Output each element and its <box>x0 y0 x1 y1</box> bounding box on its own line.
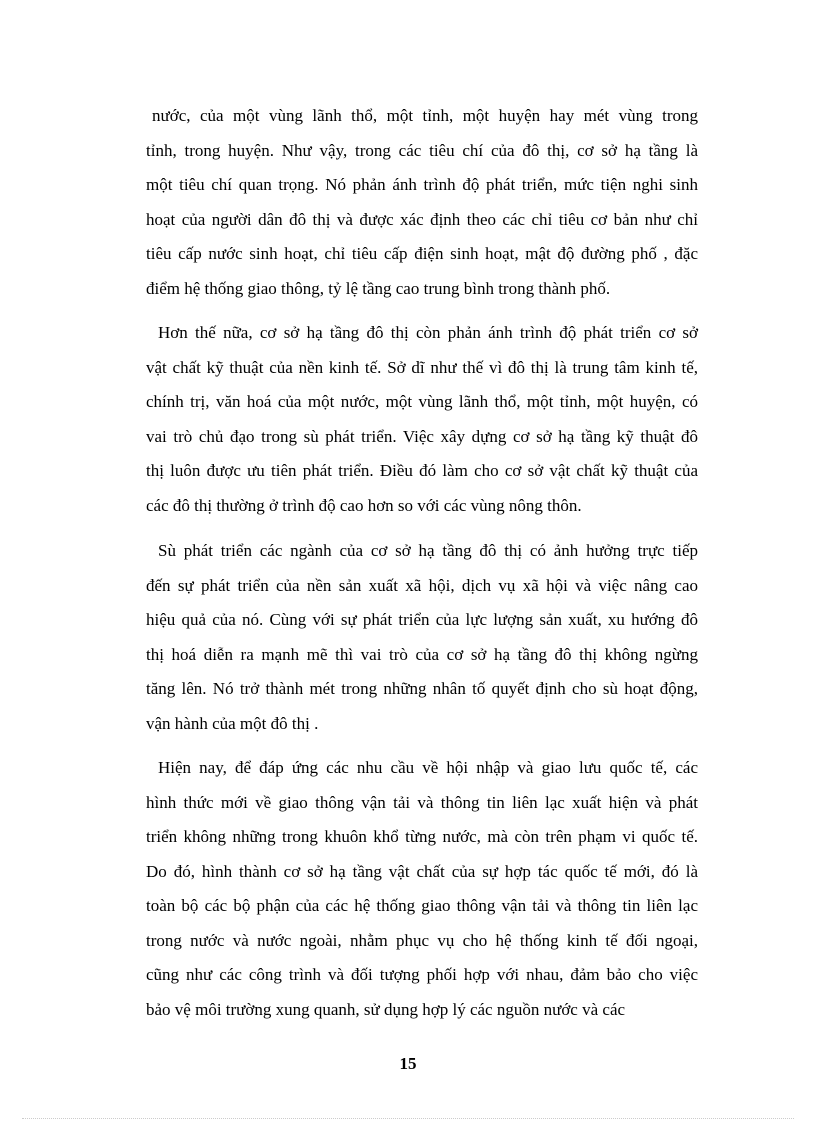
text-line: hoạt của người dân đô thị và được xác định theo các chỉ tiêu cơ bản như chỉ <box>146 209 698 229</box>
text-line: trong nước và nước ngoài, nhằm phục vụ cho hệ thống kinh tế đối ngoại, <box>146 930 698 950</box>
text-line: điểm hệ thống giao thông, tỷ lệ tầng cao trung bình trong thành phố. <box>146 278 611 298</box>
text-line: tiêu cấp nước sinh hoạt, chỉ tiêu cấp điện sinh hoạt, mật độ đường phố , đặc <box>146 244 698 263</box>
text-line: một tiêu chí quan trọng. Nó phản ánh trình độ phát triển, mức tiện nghi sinh <box>146 175 698 194</box>
text-line: hiệu quả của nó. Cùng với sự phát triển của lực lượng sản xuất, xu hướng đô <box>146 610 698 629</box>
text-line: vật chất kỹ thuật của nền kinh tế. Sở dĩ như thế vì đô thị là trung tâm kinh tế, <box>146 357 698 377</box>
paragraph-2 <box>146 316 698 523</box>
text-line: các đô thị thường ở trình độ cao hơn so với các vùng nông thôn. <box>146 495 582 515</box>
text-line: thị hoá diễn ra mạnh mẽ thì vai trò của cơ sở hạ tầng đô thị không ngừng <box>146 644 698 664</box>
text-line: cũng như các công trình và đối tượng phối hợp với nhau, đảm bảo cho việc <box>146 965 698 984</box>
page-number: 15 <box>399 1054 417 1073</box>
text-line: bảo vệ môi trường xung quanh, sử dụng hợp lý các nguồn nước và các <box>146 999 626 1019</box>
text-line: thị luôn được ưu tiên phát triển. Điều đó làm cho cơ sở vật chất kỹ thuật của <box>146 461 698 480</box>
paragraph-3 <box>146 534 698 741</box>
text-line: đến sự phát triển của nền sản xuất xã hội, dịch vụ xã hội và việc nâng cao <box>146 575 698 595</box>
text-line: vai trò chủ đạo trong sù phát triển. Việc xây dựng cơ sở hạ tầng kỹ thuật đô <box>146 426 698 446</box>
text-line: nước, của một vùng lãnh thổ, một tỉnh, một huyện hay mét vùng trong <box>152 106 698 125</box>
text-line: tăng lên. Nó trở thành mét trong những nhân tố quyết định cho sù hoạt động, <box>146 679 698 698</box>
paragraph-4 <box>146 751 698 1027</box>
text-line: triển không những trong khuôn khổ từng nước, mà còn trên phạm vi quốc tế. <box>146 827 698 846</box>
text-line: hình thức mới về giao thông vận tải và thông tin liên lạc xuất hiện và phát <box>146 792 698 812</box>
text-line: chính trị, văn hoá của một nước, một vùng lãnh thổ, một tỉnh, một huyện, có <box>146 392 698 411</box>
text-line: Sù phát triển các ngành của cơ sở hạ tầng đô thị có ảnh hưởng trực tiếp <box>158 541 698 560</box>
text-line: vận hành của một đô thị . <box>146 713 319 733</box>
text-line: Hơn thế nữa, cơ sở hạ tầng đô thị còn phản ánh trình độ phát triển cơ sở <box>158 323 698 342</box>
text-line: toàn bộ các bộ phận của các hệ thống giao thông vận tải và thông tin liên lạc <box>146 896 698 915</box>
body-text <box>146 99 698 1027</box>
paragraph-1 <box>146 99 698 306</box>
text-line: Do đó, hình thành cơ sở hạ tầng vật chất của sự hợp tác quốc tế mới, đó là <box>146 861 698 881</box>
text-line: Hiện nay, để đáp ứng các nhu cầu về hội nhập và giao lưu quốc tế, các <box>158 758 698 777</box>
page-bottom-border <box>22 1118 794 1119</box>
text-line: tỉnh, trong huyện. Như vậy, trong các tiêu chí của đô thị, cơ sở hạ tầng là <box>146 140 698 160</box>
